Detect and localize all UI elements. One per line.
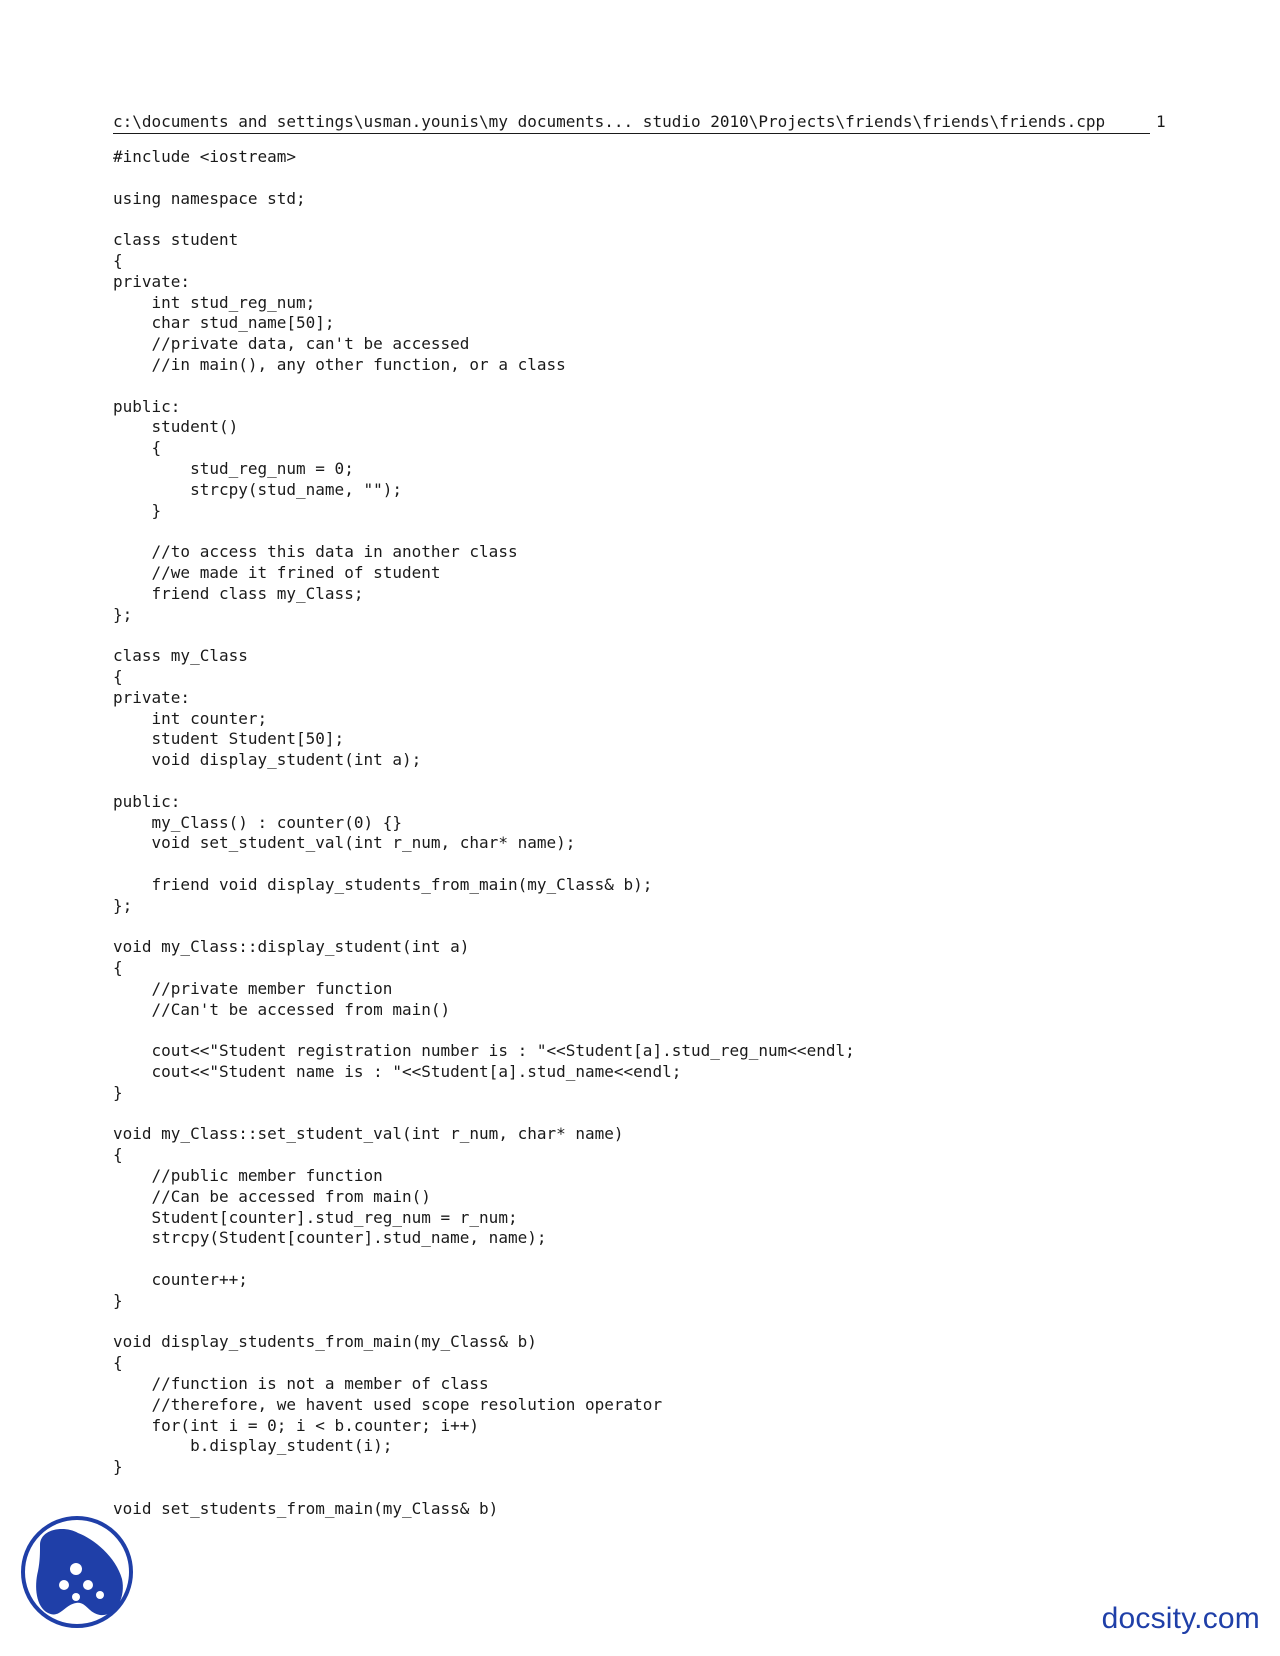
code-line <box>113 625 855 646</box>
code-line <box>113 168 855 189</box>
code-line: //private member function <box>113 978 393 998</box>
code-line: strcpy(stud_name, ""); <box>113 479 402 499</box>
code-line: student Student[50]; <box>113 729 345 749</box>
code-line: cout<<"Student name is : "<<Student[a].stud_name<<endl; <box>113 1062 682 1082</box>
page-header <box>113 110 1153 134</box>
code-line: class my_Class <box>113 646 248 666</box>
code-line: { <box>113 666 123 686</box>
code-line: //to access this data in another class <box>113 542 518 562</box>
code-line: friend class my_Class; <box>113 583 364 603</box>
code-line: void display_student(int a); <box>113 750 422 770</box>
code-line: //therefore, we havent used scope resolution operator <box>113 1394 663 1414</box>
code-line: my_Class() : counter(0) {} <box>113 812 402 832</box>
code-line <box>113 771 855 792</box>
code-line <box>113 1478 855 1499</box>
code-line <box>113 916 855 937</box>
code-line: friend void display_students_from_main(my_Class& b); <box>113 874 653 894</box>
code-line: //Can be accessed from main() <box>113 1186 431 1206</box>
code-line: { <box>113 1145 123 1165</box>
code-line: char stud_name[50]; <box>113 313 335 333</box>
code-line: //we made it frined of student <box>113 562 441 582</box>
code-line: class student <box>113 230 239 250</box>
code-line: { <box>113 438 162 458</box>
code-line: counter++; <box>113 1270 248 1290</box>
code-line: void set_students_from_main(my_Class& b) <box>113 1498 499 1518</box>
code-line: private: <box>113 687 191 707</box>
code-line: void my_Class::set_student_val(int r_num, char* name) <box>113 1124 624 1144</box>
code-line: b.display_student(i); <box>113 1436 393 1456</box>
code-line <box>113 1312 855 1333</box>
code-line: using namespace std; <box>113 188 306 208</box>
docsity-logo-icon <box>20 1515 134 1629</box>
code-line: } <box>113 1290 123 1310</box>
code-listing <box>113 147 855 1520</box>
code-line: }; <box>113 604 133 624</box>
code-line: Student[counter].stud_reg_num = r_num; <box>113 1207 518 1227</box>
code-line: void display_students_from_main(my_Class& b) <box>113 1332 537 1352</box>
code-line <box>113 1249 855 1270</box>
code-line: #include <iostream> <box>113 147 297 166</box>
code-line: }; <box>113 895 133 915</box>
code-line: for(int i = 0; i < b.counter; i++) <box>113 1415 480 1435</box>
code-line: void my_Class::display_student(int a) <box>113 937 470 957</box>
code-line: int stud_reg_num; <box>113 292 316 312</box>
code-line: private: <box>113 271 191 291</box>
code-line: int counter; <box>113 708 268 728</box>
page-number: 1 <box>1156 112 1166 131</box>
file-path: c:\documents and settings\usman.younis\my documents... studio 2010\Projects\friends\friends\friends.cpp <box>113 112 1106 131</box>
code-line: } <box>113 500 162 520</box>
code-line <box>113 376 855 397</box>
code-line: } <box>113 1457 123 1477</box>
code-line: //in main(), any other function, or a class <box>113 354 566 374</box>
code-line: //function is not a member of class <box>113 1374 489 1394</box>
code-line <box>113 209 855 230</box>
code-line: student() <box>113 417 239 437</box>
code-line: cout<<"Student registration number is : "<<Student[a].stud_reg_num<<endl; <box>113 1041 855 1061</box>
code-line: { <box>113 250 123 270</box>
header-rule <box>113 133 1150 134</box>
code-line: } <box>113 1082 123 1102</box>
code-line: strcpy(Student[counter].stud_name, name); <box>113 1228 547 1248</box>
code-line: void set_student_val(int r_num, char* name); <box>113 833 576 853</box>
code-line <box>113 1104 855 1125</box>
code-line: { <box>113 1353 123 1373</box>
code-line: //private data, can't be accessed <box>113 334 470 354</box>
code-line: //Can't be accessed from main() <box>113 999 451 1019</box>
code-line: //public member function <box>113 1166 383 1186</box>
code-line <box>113 521 855 542</box>
code-line <box>113 854 855 875</box>
brand-name[interactable]: docsity.com <box>1101 1602 1260 1635</box>
code-line: stud_reg_num = 0; <box>113 458 354 478</box>
code-line: public: <box>113 791 181 811</box>
code-line <box>113 1020 855 1041</box>
code-line: public: <box>113 396 181 416</box>
code-line: { <box>113 958 123 978</box>
